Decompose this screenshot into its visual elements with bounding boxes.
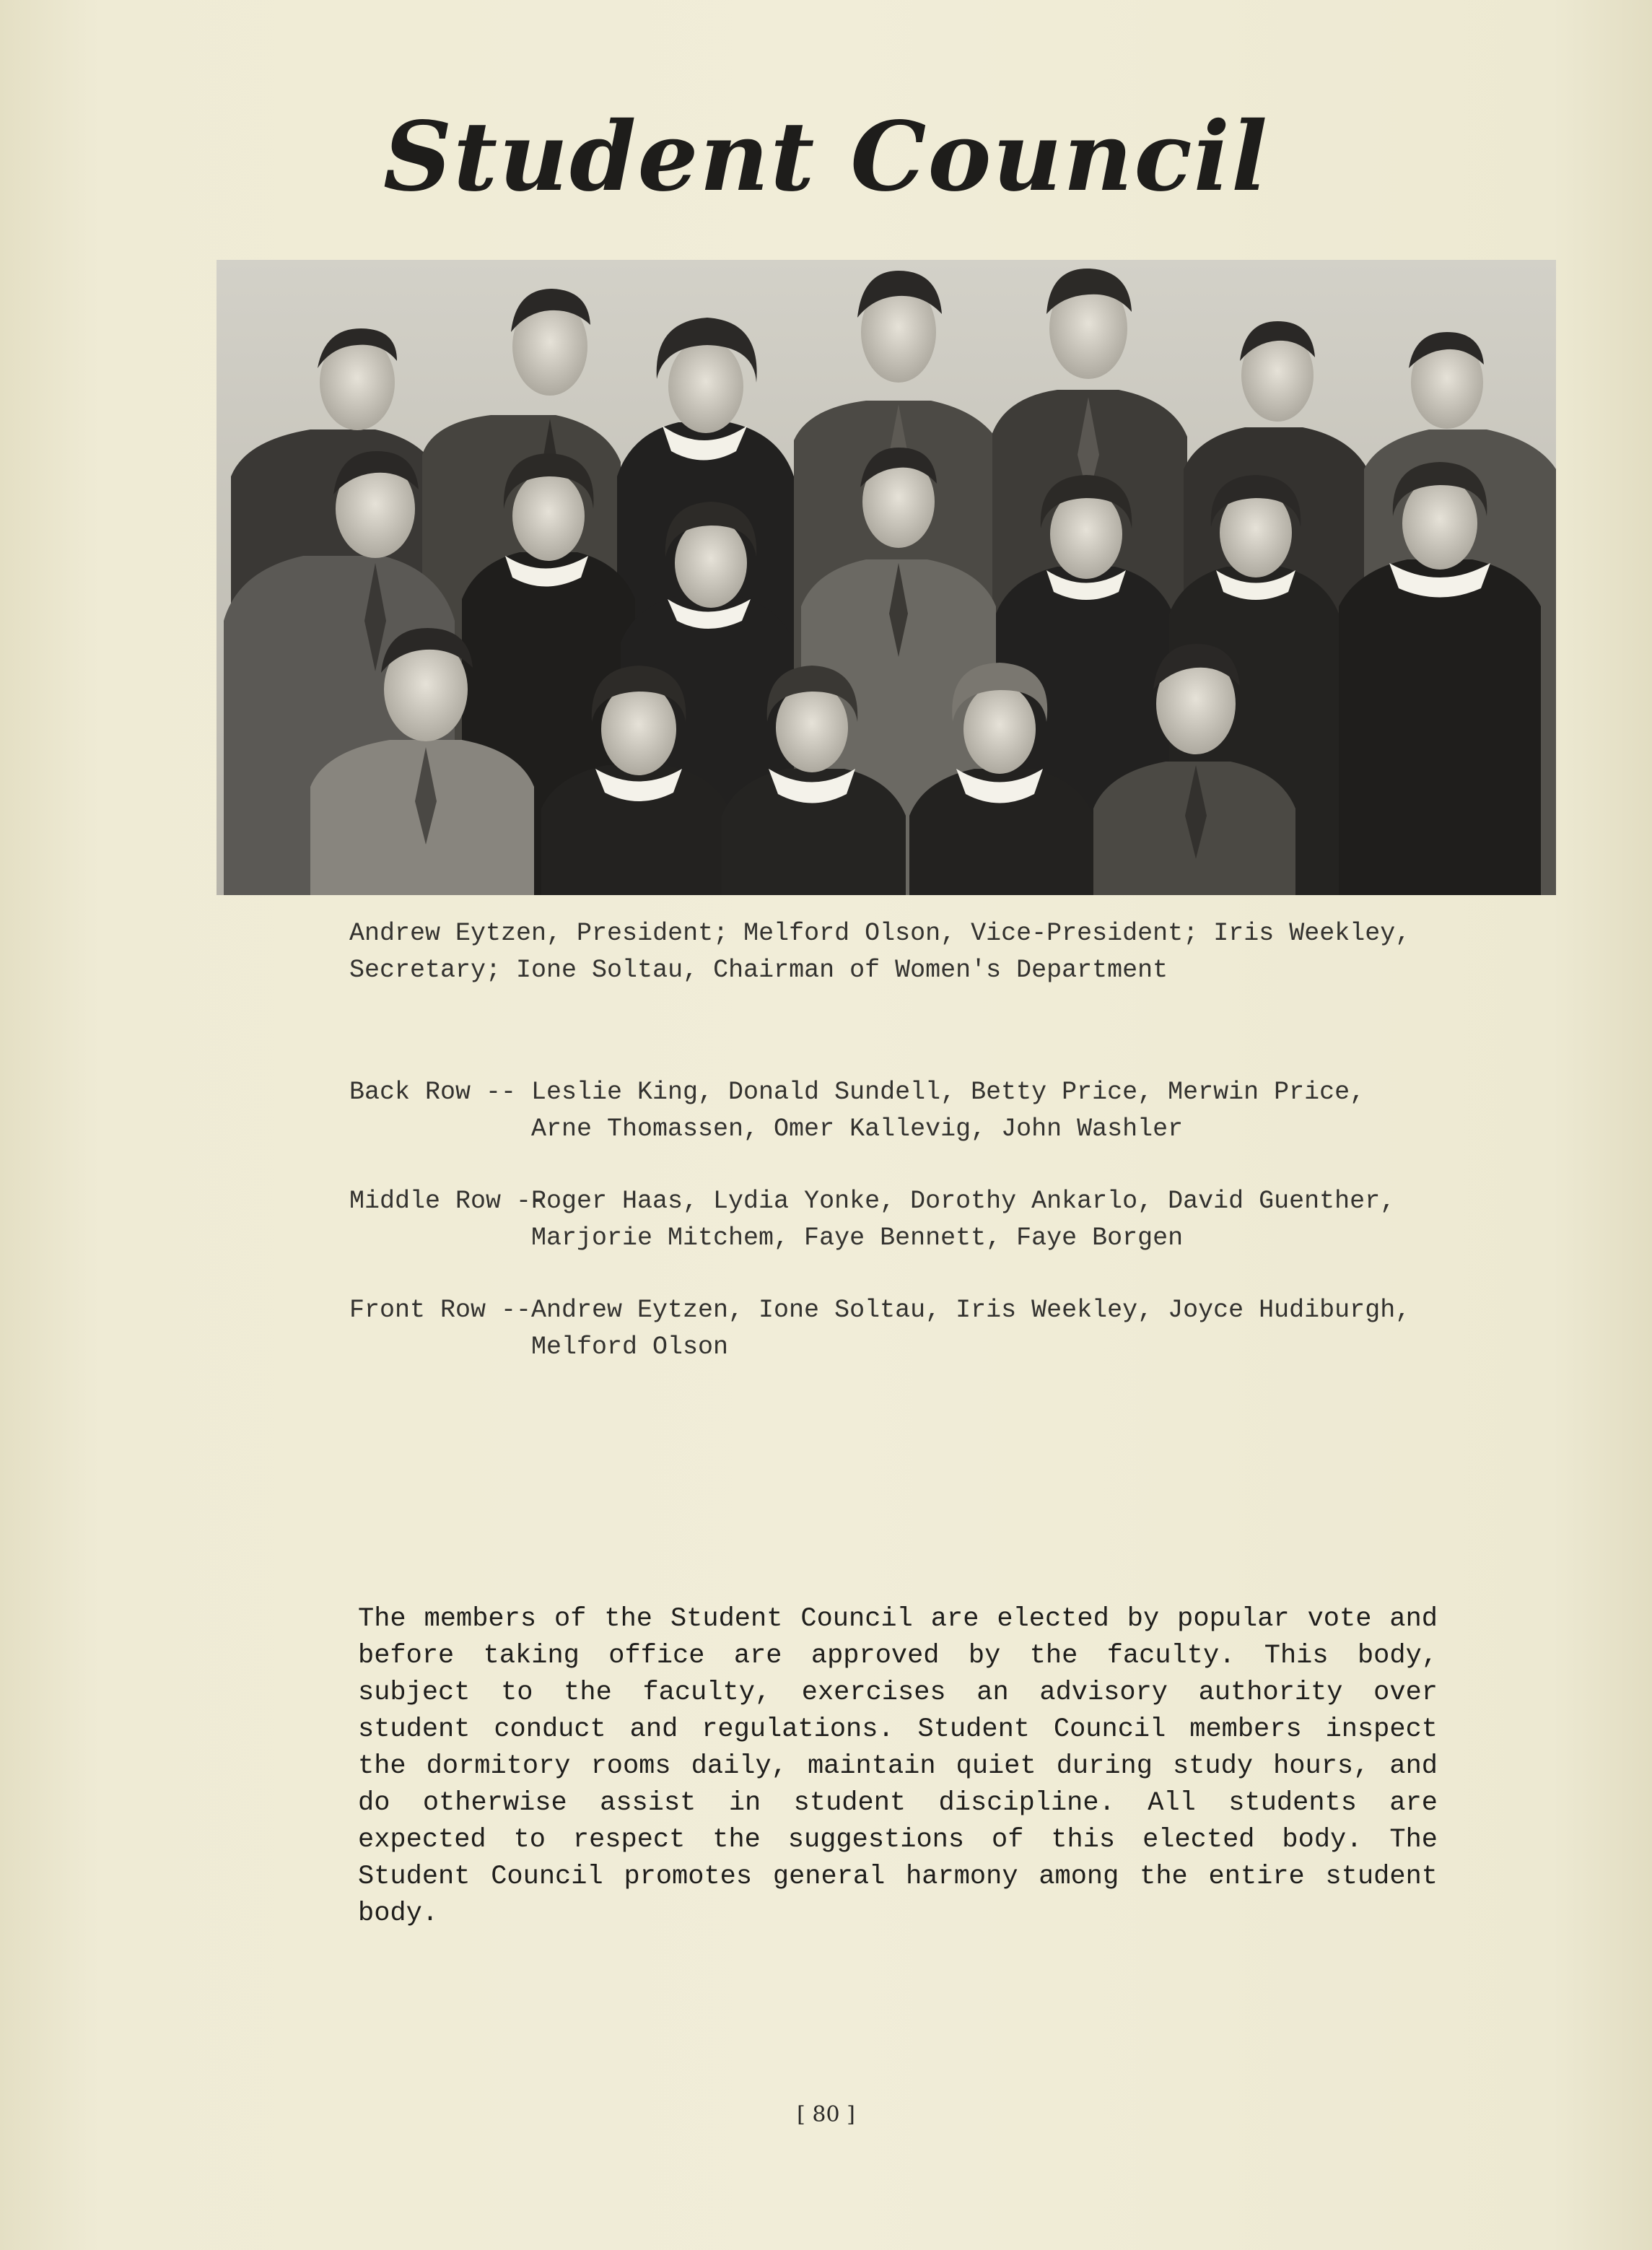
row-names-line: Roger Haas, Lydia Yonke, Dorothy Ankarlo, David Guenther, — [531, 1187, 1396, 1216]
row-label: Back Row -- — [349, 1078, 517, 1107]
row-label: Middle Row -- — [349, 1187, 547, 1216]
row-label: Front Row -- — [349, 1296, 532, 1325]
row-names-line: Leslie King, Donald Sundell, Betty Price, Merwin Price, — [531, 1078, 1365, 1107]
row-names-line: Arne Thomassen, Omer Kallevig, John Washler — [531, 1115, 1184, 1143]
row-names-line: Melford Olson — [531, 1333, 729, 1361]
row-names — [531, 1074, 1469, 1148]
row-names-line: Marjorie Mitchem, Faye Bennett, Faye Borgen — [531, 1224, 1184, 1252]
council-description: The members of the Student Council are elected by popular vote and before taking office are approved by the faculty. This body, subject to the faculty, exercises an advisory authority over student conduct and regulations. Student Council members inspect the dormitory rooms daily, maintain quiet during study hours, and do otherwise assist in student discipline. All students are expected to respect the suggestions of this elected body. The Student Council promotes general harmony among the entire student body. — [358, 1604, 1438, 1929]
row-names — [531, 1292, 1469, 1366]
group-photo-illustration — [217, 260, 1556, 895]
row-names — [531, 1183, 1469, 1257]
page-title: Student Council — [383, 101, 1269, 213]
officers-caption: Andrew Eytzen, President; Melford Olson, Vice-President; Iris Weekley, Secretary; Ione Soltau, Chairman of Women's Department — [349, 919, 1411, 985]
group-photo — [217, 260, 1556, 895]
row-names-line: Andrew Eytzen, Ione Soltau, Iris Weekley, Joyce Hudiburgh, — [531, 1296, 1411, 1325]
page-number: [ 80 ] — [797, 2102, 855, 2127]
